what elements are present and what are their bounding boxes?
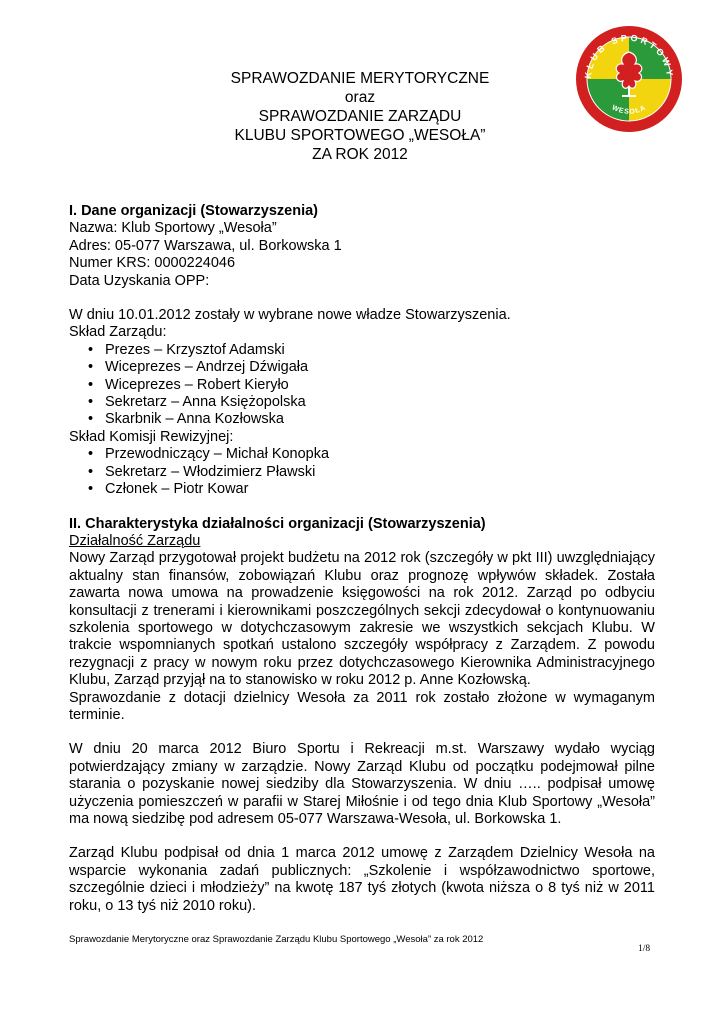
title-line-2: oraz (344, 89, 376, 106)
document-title (160, 69, 560, 164)
club-logo (574, 24, 684, 134)
audit-label: Skład Komisji Rewizyjnej: (69, 428, 234, 445)
page-footer: Sprawozdanie Merytoryczne oraz Sprawozdanie Zarządu Klubu Sportowego „Wesoła” za rok 2012 (69, 934, 484, 945)
board-label: Skład Zarządu: (69, 324, 167, 341)
logo-top-text: KLUB SPORTOWY (582, 32, 676, 80)
page-number: 1/8 (638, 944, 651, 954)
title-line-4: KLUBU SPORTOWEGO „WESOŁA” (234, 127, 486, 144)
list-item: • Przewodniczący – Michał Konopka (105, 446, 655, 463)
paragraph: Sprawozdanie z dotacji dzielnicy Wesoła za 2011 rok zostało złożone w wymaganym terminie. (69, 689, 655, 723)
audit-list (69, 446, 655, 498)
list-item: • Wiceprezes – Andrzej Dźwigała (105, 359, 655, 376)
section-2-heading: II. Charakterystyka działalności organizacji (Stowarzyszenia) (69, 515, 486, 532)
org-opp-date: Data Uzyskania OPP: (69, 272, 210, 289)
logo-bottom-text: WESOŁA (610, 104, 648, 116)
list-item: • Sekretarz – Anna Księżopolska (105, 394, 655, 411)
title-line-1: SPRAWOZDANIE MERYTORYCZNE (230, 70, 490, 87)
paragraph: Nowy Zarząd przygotował projekt budżetu na 2012 rok (szczegóły w pkt III) uwzględniający aktualny stan finansów, zobowiązań Klubu oraz prognozę wpływów składek. Została zawarta nowa umowa na prowadzenie księgowości na rok 2012. Zarząd po odbyciu konsultacji z trenerami i kierownikami poszczególnych sekcji zdecydował o kontynuowaniu szkolenia sportowego w dotychczasowym zakresie we wszystkich sekcjach Klubu. W trakcie wspomnianych spotkań ustalono szczegóły współpracy z Zarządem. Z powodu rezygnacji z pracy w nowym roku przez dotychczasowego Kierownika Administracyjnego Klubu, Zarząd przyjął na to stanowisko w roku 2012 p. Anne Kozłowską. (69, 550, 655, 689)
elections-text: W dniu 10.01.2012 zostały w wybrane nowe władze Stowarzyszenia. (69, 307, 511, 324)
org-krs: Numer KRS: 0000224046 (69, 255, 236, 272)
org-name: Nazwa: Klub Sportowy „Wesoła” (69, 220, 277, 237)
board-list (69, 342, 655, 429)
list-item: • Prezes – Krzysztof Adamski (105, 342, 655, 359)
list-item: • Sekretarz – Włodzimierz Pławski (105, 464, 655, 481)
org-address: Adres: 05-077 Warszawa, ul. Borkowska 1 (69, 237, 342, 254)
paragraph: W dniu 20 marca 2012 Biuro Sportu i Rekreacji m.st. Warszawy wydało wyciąg potwierdzający zmiany w zarządzie. Nowy Zarząd Klubu od początku podejmował pilne starania o pozyskanie nowej siedziby dla Stowarzyszenia. W dniu ….. podpisał umowę użyczenia pomieszczeń w parafii w Starej Miłośnie i od tego dnia Klub Sportowy „Wesoła” ma nową siedzibę pod adresem 05-077 Warszawa-Wesoła, ul. Borkowska 1. (69, 741, 655, 827)
section-2-subheading: Działalność Zarządu (69, 532, 201, 549)
title-line-5: ZA ROK 2012 (312, 146, 408, 163)
paragraph: Zarząd Klubu podpisał od dnia 1 marca 2012 umowę z Zarządem Dzielnicy Wesoła na wsparcie wykonania zadań publicznych: „Szkolenie i współzawodnictwo sportowe, szczególnie dzieci i młodzieży” na kwotę 187 tyś złotych (kwota niższa o 8 tyś niż w 2011 roku, o 13 tyś niż 2010 roku). (69, 845, 655, 914)
list-item: • Skarbnik – Anna Kozłowska (105, 411, 655, 428)
list-item: • Wiceprezes – Robert Kieryło (105, 377, 655, 394)
list-item: • Członek – Piotr Kowar (105, 481, 655, 498)
document-body (69, 203, 655, 915)
section-1-heading: I. Dane organizacji (Stowarzyszenia) (69, 203, 318, 219)
title-line-3: SPRAWOZDANIE ZARZĄDU (258, 108, 462, 125)
